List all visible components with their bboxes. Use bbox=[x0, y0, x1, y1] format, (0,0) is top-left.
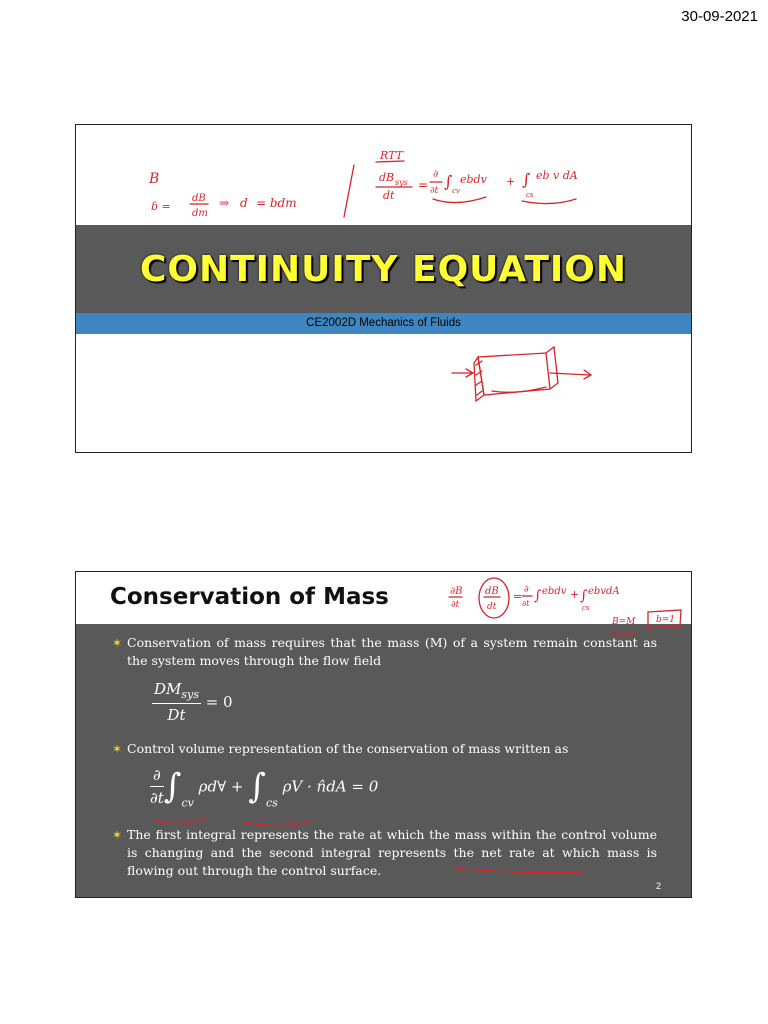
bullet-star-icon: ✶ bbox=[112, 828, 123, 842]
slide-2 bbox=[75, 571, 692, 898]
svg-text:ebvdA: ebvdA bbox=[588, 586, 620, 597]
handwriting-b: B bbox=[149, 171, 160, 187]
svg-text:+: + bbox=[570, 588, 580, 601]
svg-text:cv: cv bbox=[452, 187, 460, 195]
page-date: 30-09-2021 bbox=[681, 8, 758, 25]
svg-text:b=1: b=1 bbox=[656, 615, 676, 625]
svg-text:sys: sys bbox=[395, 178, 408, 187]
slide-1-handwriting bbox=[76, 125, 692, 453]
eq2-dt: ∂t bbox=[150, 789, 164, 807]
slide-2-title: Conservation of Mass bbox=[110, 584, 389, 610]
bullet-3-text: The first integral represents the rate at which the mass within the control volume is changing and the second integral represents the net rate at which mass is flowing out through the control surface. bbox=[127, 827, 657, 878]
integral-sign-icon: ∫ bbox=[163, 766, 182, 807]
bullet-2-text: Control volume representation of the conservation of mass written as bbox=[127, 741, 569, 756]
svg-text:B=M: B=M bbox=[612, 617, 636, 627]
bullet-1-text: Conservation of mass requires that the mass (M) of a system remain constant as the system moves through the flow field bbox=[127, 635, 657, 668]
svg-text:∂B: ∂B bbox=[450, 586, 463, 597]
eq1-rhs: = 0 bbox=[205, 693, 233, 711]
svg-text:⇒: ⇒ bbox=[219, 196, 230, 210]
svg-text:d: d bbox=[240, 196, 248, 210]
slide-1 bbox=[75, 124, 692, 453]
bullet-star-icon: ✶ bbox=[112, 636, 123, 650]
svg-text:=: = bbox=[513, 590, 523, 603]
eq2-partial: ∂ bbox=[150, 766, 164, 787]
handwriting-b-def: ɓ = bbox=[151, 200, 171, 213]
handwriting-rtt: RTT bbox=[380, 149, 403, 162]
svg-text:∫: ∫ bbox=[522, 170, 531, 189]
eq2-term1: ρd∀ + bbox=[198, 777, 244, 796]
svg-text:∫: ∫ bbox=[534, 588, 542, 604]
slide-2-handwriting bbox=[76, 572, 692, 898]
svg-text:∂t: ∂t bbox=[522, 599, 530, 608]
eq2-cv: cv bbox=[181, 796, 194, 810]
svg-text:=: = bbox=[418, 178, 429, 192]
eq1-numerator: DM bbox=[154, 680, 182, 698]
eq2-cs: cs bbox=[265, 796, 278, 810]
svg-text:dm: dm bbox=[192, 208, 208, 219]
svg-text:∂t: ∂t bbox=[451, 600, 460, 610]
slide-1-title: CONTINUITY EQUATION bbox=[139, 248, 628, 290]
svg-text:eb v dA: eb v dA bbox=[536, 169, 578, 182]
svg-text:ebdv: ebdv bbox=[542, 586, 567, 597]
integral-sign-icon: ∫ bbox=[248, 766, 266, 807]
svg-text:dt: dt bbox=[383, 189, 395, 202]
svg-text:∫: ∫ bbox=[444, 172, 453, 191]
page-number: 2 bbox=[655, 881, 661, 891]
slide-1-subtitle: CE2002D Mechanics of Fluids bbox=[76, 313, 691, 334]
svg-text:∂: ∂ bbox=[524, 585, 529, 595]
svg-text:dt: dt bbox=[487, 602, 497, 612]
eq1-denominator: Dt bbox=[167, 706, 186, 724]
svg-text:dB: dB bbox=[485, 586, 499, 597]
svg-text:cs: cs bbox=[526, 191, 534, 199]
svg-text:= bdm: = bdm bbox=[256, 196, 297, 210]
eq1-subscript: sys bbox=[181, 688, 199, 701]
svg-text:∫: ∫ bbox=[580, 588, 588, 604]
svg-text:cs: cs bbox=[582, 604, 590, 612]
svg-text:dB: dB bbox=[379, 171, 395, 184]
eq2-term2: ρV · n̂dA = 0 bbox=[282, 777, 379, 796]
svg-text:∂t: ∂t bbox=[430, 186, 439, 196]
svg-text:∂: ∂ bbox=[433, 169, 439, 180]
svg-text:ebdv: ebdv bbox=[460, 173, 487, 186]
svg-text:+: + bbox=[506, 175, 516, 188]
svg-text:dB: dB bbox=[192, 193, 206, 204]
bullet-star-icon: ✶ bbox=[112, 742, 123, 756]
